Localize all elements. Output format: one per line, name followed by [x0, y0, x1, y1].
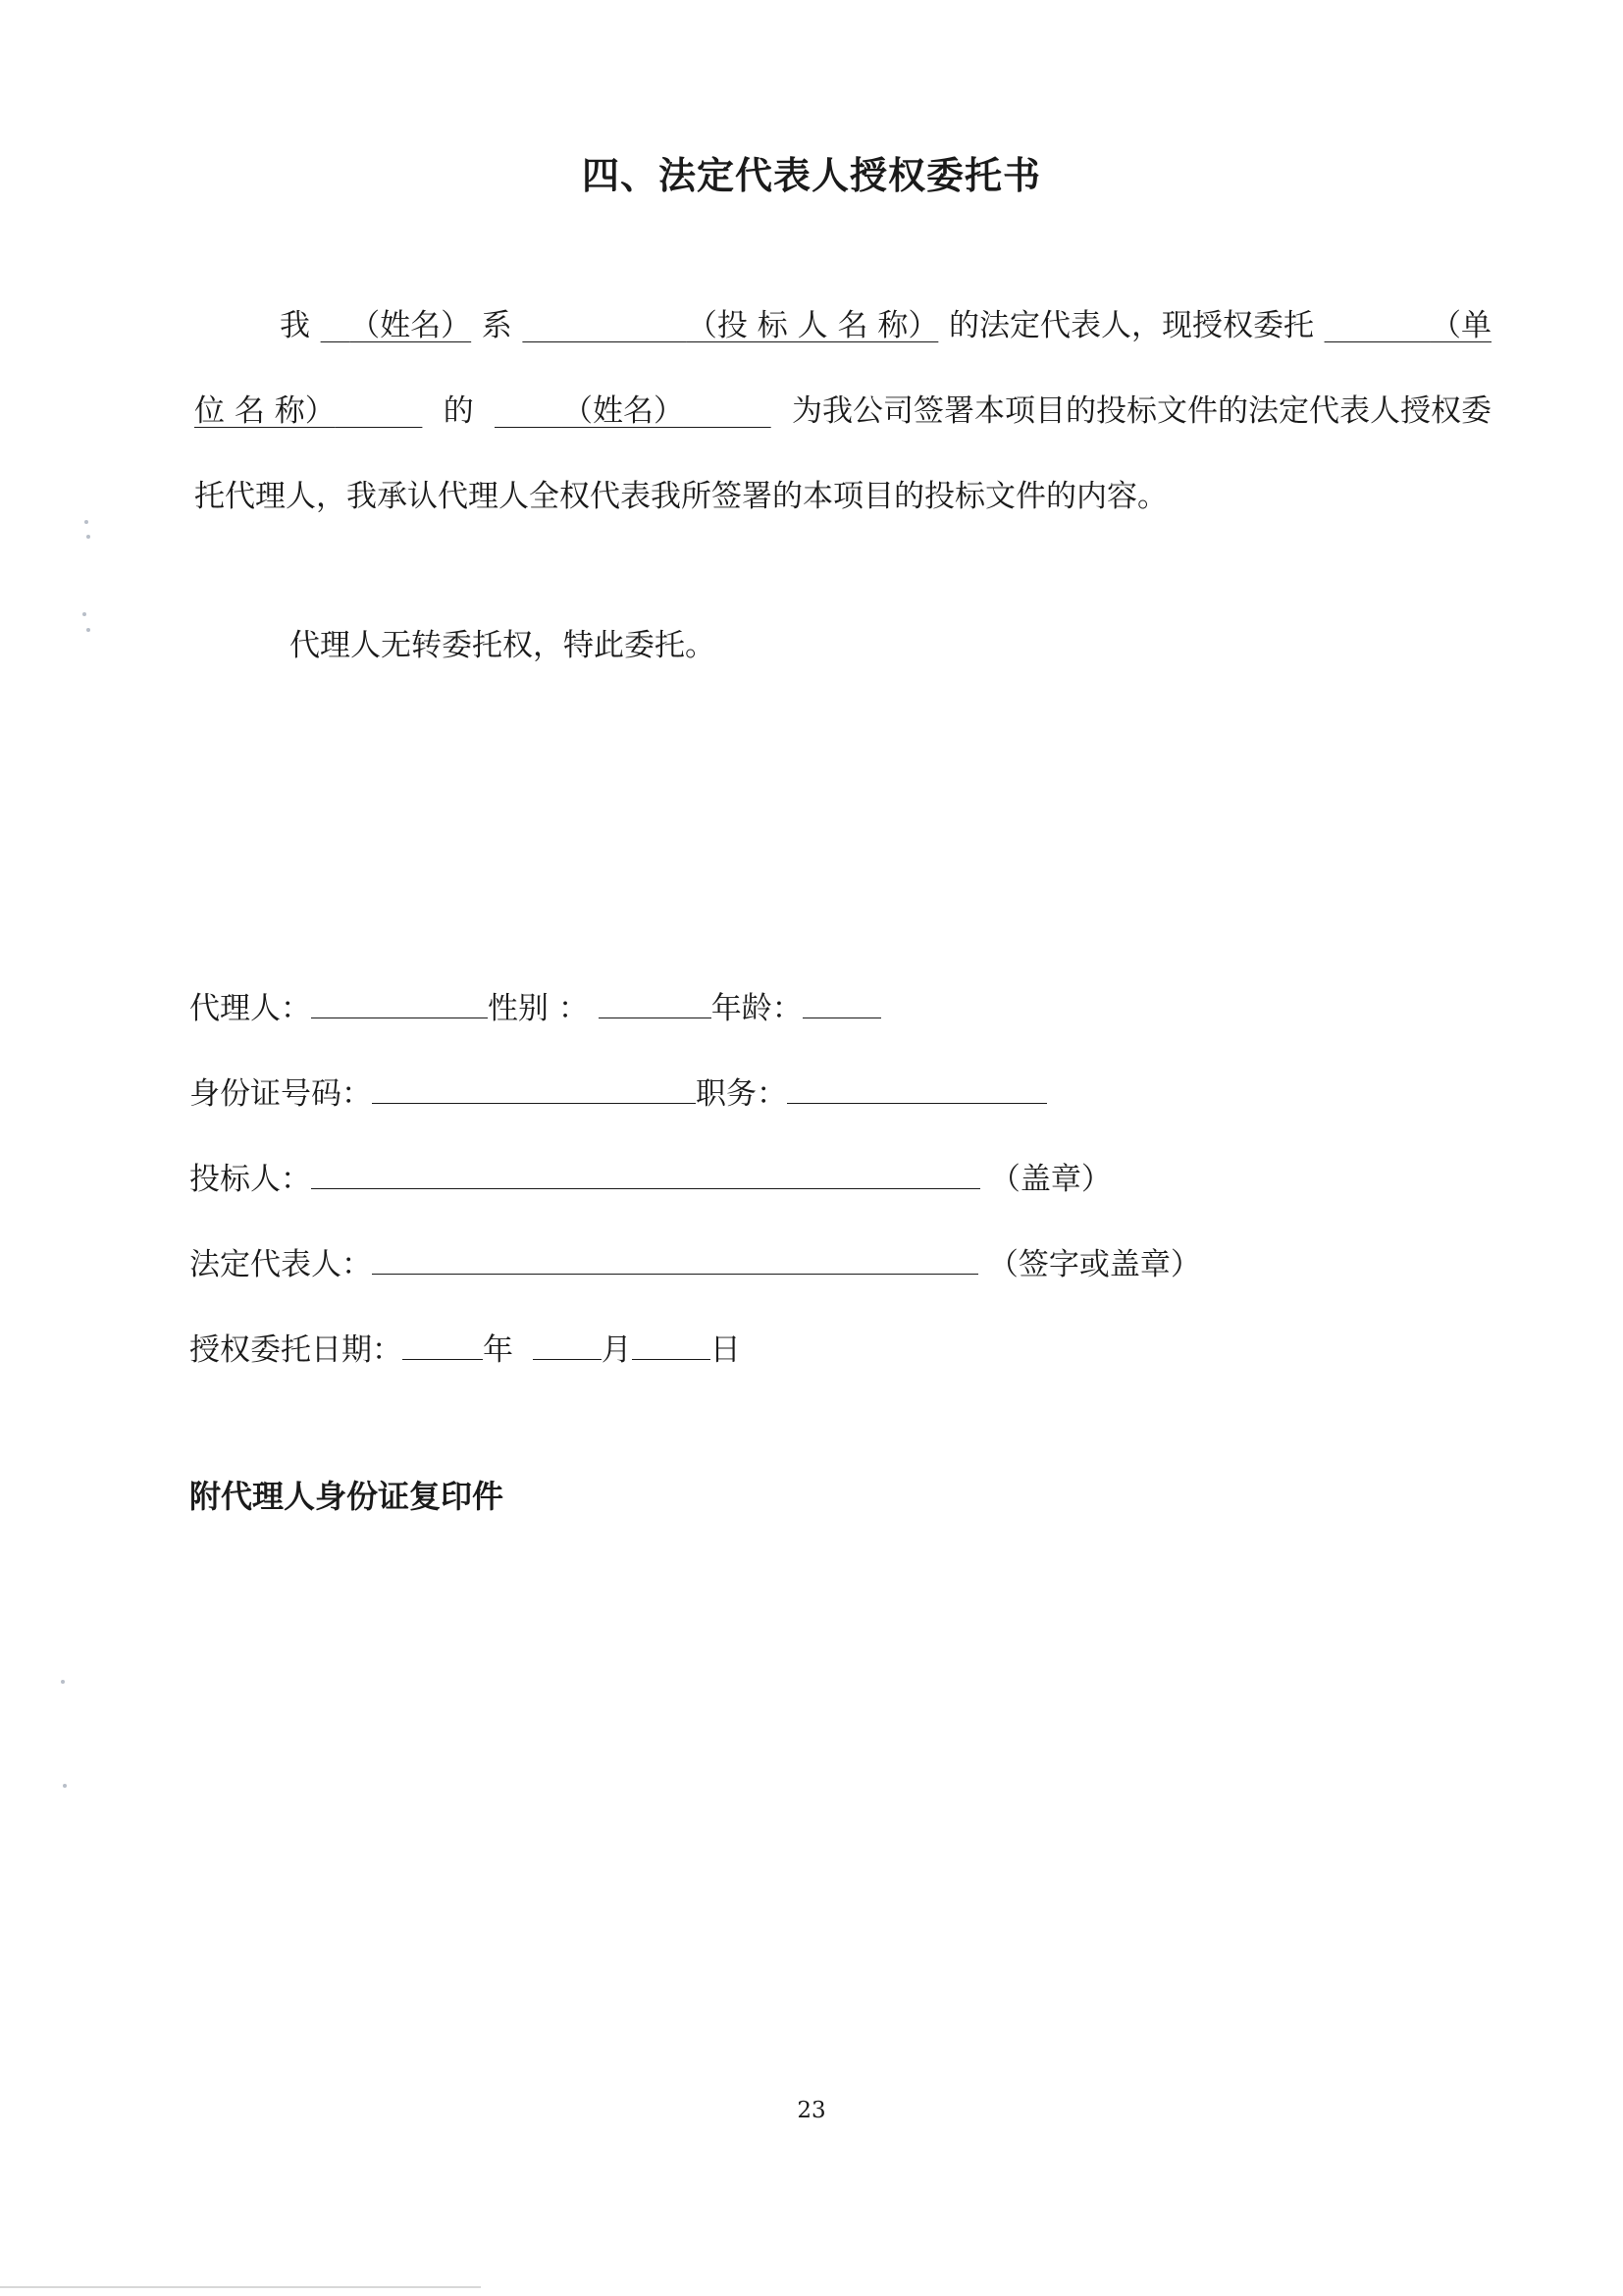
text-segment: 系 — [481, 308, 512, 343]
position-blank — [787, 1073, 1047, 1104]
unit-name-field-underlined-start: （单 — [1430, 308, 1492, 343]
text-segment: 的 — [443, 393, 474, 429]
text-segment: 我 — [280, 308, 310, 343]
text-segment: 为我公司签署本项目的投标文件的法定代表人授权委 — [791, 393, 1492, 429]
date-row — [189, 1329, 741, 1372]
bidder-row — [189, 1158, 1112, 1201]
day-label: 日 — [709, 1332, 741, 1368]
scan-speck — [86, 628, 90, 632]
seal-note: （盖章） — [989, 1162, 1112, 1197]
day-blank — [632, 1330, 710, 1360]
signature-note: （签字或盖章） — [987, 1247, 1201, 1282]
month-label: 月 — [601, 1332, 632, 1368]
agent-name-field-underlined: （姓名） — [561, 393, 684, 429]
date-label: 授权委托日期： — [189, 1332, 402, 1368]
month-blank — [533, 1330, 602, 1360]
position-label: 职务： — [696, 1076, 787, 1112]
year-blank — [402, 1330, 483, 1360]
paragraph-line-2 — [194, 390, 1492, 433]
scan-speck — [82, 612, 86, 616]
id-number-label: 身份证号码： — [189, 1076, 372, 1112]
bidder-label: 投标人： — [189, 1162, 311, 1197]
legal-rep-blank — [372, 1244, 978, 1275]
legal-rep-label: 法定代表人： — [189, 1247, 372, 1282]
legal-rep-row — [189, 1243, 1201, 1286]
bidder-blank — [311, 1159, 980, 1189]
agent-info-row — [189, 987, 881, 1030]
name-field-underlined: （姓名） — [349, 308, 472, 343]
paragraph-2: 代理人无转委托权，特此委托。 — [289, 628, 715, 663]
paragraph-line-3: 托代理人，我承认代理人全权代表我所签署的本项目的投标文件的内容。 — [194, 479, 1168, 514]
age-blank — [803, 988, 881, 1018]
scan-edge-line — [0, 2286, 481, 2288]
text-segment: 的法定代表人，现授权委托 — [948, 308, 1314, 343]
scan-speck — [63, 1784, 67, 1788]
page-number: 23 — [797, 2098, 826, 2123]
bidder-name-field-underlined: （投 标 人 名 称） — [686, 308, 939, 343]
scan-speck — [61, 1680, 65, 1684]
gender-blank — [599, 988, 711, 1018]
scan-speck — [84, 520, 88, 524]
gender-label: 性别 ： — [488, 991, 589, 1026]
id-number-blank — [372, 1073, 696, 1104]
scan-speck — [86, 535, 90, 539]
agent-blank — [311, 988, 488, 1018]
attachment-note: 附代理人身份证复印件 — [189, 1478, 504, 1515]
id-info-row — [189, 1072, 1047, 1116]
paragraph-line-1 — [280, 304, 1492, 347]
unit-name-field-underlined-end: 位 名 称） — [194, 393, 336, 429]
agent-label: 代理人： — [189, 991, 311, 1026]
document-title: 四、法定代表人授权委托书 — [581, 154, 1041, 197]
age-label: 年龄： — [710, 991, 803, 1026]
year-label: 年 — [483, 1332, 513, 1368]
